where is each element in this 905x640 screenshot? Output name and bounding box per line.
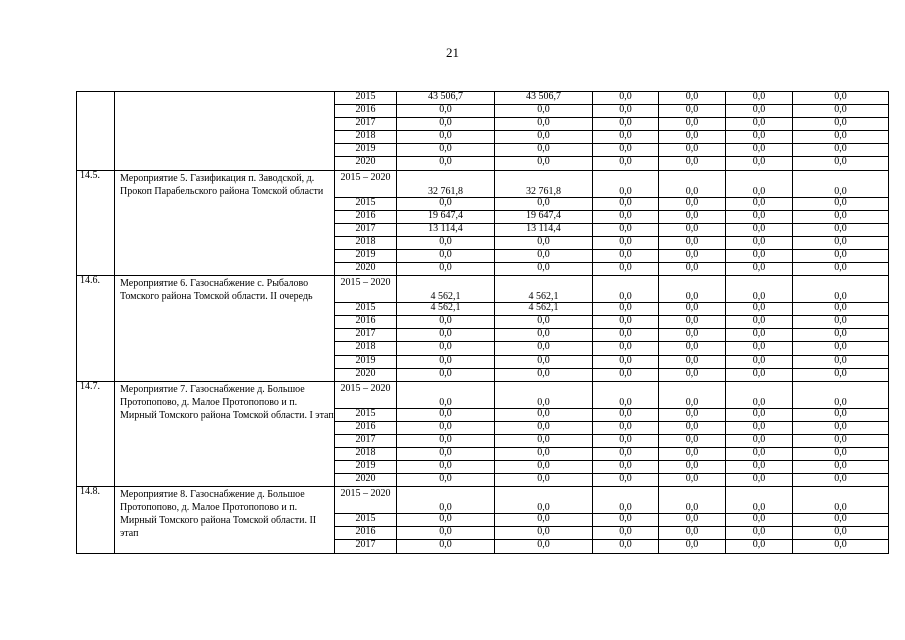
value-cell: 0,0 (726, 236, 793, 249)
value-cell: 0,0 (793, 236, 889, 249)
value-cell: 0,0 (397, 368, 495, 381)
value-cell: 0,0 (495, 447, 593, 460)
value-cell: 0,0 (726, 303, 793, 316)
value-cell: 0,0 (793, 368, 889, 381)
value-cell: 0,0 (397, 144, 495, 157)
measure-name: Мероприятие 8. Газоснабжение д. Большое Протопопово, д. Малое Протопопово и п. Мирный Томского района Томской области. II этап (115, 487, 335, 553)
value-cell: 4 562,1 (397, 276, 495, 303)
value-cell: 0,0 (793, 249, 889, 262)
value-cell: 0,0 (593, 118, 659, 131)
value-cell: 0,0 (726, 474, 793, 487)
value-cell: 0,0 (659, 144, 726, 157)
value-cell: 0,0 (793, 434, 889, 447)
value-cell: 0,0 (659, 316, 726, 329)
year-cell: 2018 (335, 236, 397, 249)
value-cell: 0,0 (793, 381, 889, 408)
value-cell: 0,0 (397, 487, 495, 514)
value-cell: 0,0 (659, 197, 726, 210)
value-cell: 0,0 (593, 276, 659, 303)
year-cell: 2015 – 2020 (335, 381, 397, 408)
value-cell: 0,0 (793, 421, 889, 434)
value-cell: 0,0 (593, 92, 659, 105)
value-cell: 0,0 (659, 223, 726, 236)
year-cell: 2019 (335, 144, 397, 157)
value-cell: 0,0 (793, 329, 889, 342)
value-cell: 0,0 (726, 355, 793, 368)
value-cell: 0,0 (793, 276, 889, 303)
value-cell: 0,0 (495, 144, 593, 157)
value-cell: 0,0 (397, 434, 495, 447)
measure-name (115, 92, 335, 171)
value-cell: 0,0 (793, 197, 889, 210)
value-cell: 0,0 (659, 355, 726, 368)
value-cell: 0,0 (397, 249, 495, 262)
value-cell: 0,0 (726, 157, 793, 170)
value-cell: 0,0 (593, 197, 659, 210)
value-cell: 0,0 (659, 105, 726, 118)
value-cell: 0,0 (726, 170, 793, 197)
value-cell: 0,0 (593, 434, 659, 447)
value-cell: 0,0 (593, 263, 659, 276)
value-cell: 0,0 (397, 329, 495, 342)
table-row (77, 381, 889, 408)
year-cell: 2018 (335, 342, 397, 355)
value-cell: 19 647,4 (397, 210, 495, 223)
value-cell: 0,0 (593, 342, 659, 355)
value-cell: 0,0 (593, 144, 659, 157)
year-cell: 2015 – 2020 (335, 276, 397, 303)
year-cell: 2016 (335, 210, 397, 223)
year-cell: 2020 (335, 368, 397, 381)
value-cell: 0,0 (397, 474, 495, 487)
table-row (77, 92, 889, 105)
value-cell: 0,0 (397, 421, 495, 434)
value-cell: 43 506,7 (495, 92, 593, 105)
value-cell: 0,0 (726, 461, 793, 474)
year-cell: 2017 (335, 223, 397, 236)
year-cell: 2020 (335, 474, 397, 487)
value-cell: 0,0 (659, 329, 726, 342)
value-cell: 0,0 (726, 434, 793, 447)
value-cell: 19 647,4 (495, 210, 593, 223)
measure-number (77, 92, 115, 171)
value-cell: 0,0 (659, 92, 726, 105)
value-cell: 0,0 (726, 118, 793, 131)
value-cell: 0,0 (793, 144, 889, 157)
value-cell: 0,0 (593, 421, 659, 434)
value-cell: 0,0 (495, 355, 593, 368)
table-row (77, 487, 889, 514)
table-row (77, 276, 889, 303)
value-cell: 0,0 (397, 157, 495, 170)
value-cell: 0,0 (726, 540, 793, 553)
value-cell: 0,0 (495, 236, 593, 249)
value-cell: 0,0 (495, 540, 593, 553)
value-cell: 0,0 (593, 170, 659, 197)
value-cell: 0,0 (726, 223, 793, 236)
year-cell: 2016 (335, 527, 397, 540)
value-cell: 0,0 (726, 447, 793, 460)
value-cell: 0,0 (593, 540, 659, 553)
value-cell: 0,0 (397, 447, 495, 460)
value-cell: 0,0 (793, 514, 889, 527)
year-cell: 2015 (335, 197, 397, 210)
value-cell: 0,0 (397, 527, 495, 540)
value-cell: 0,0 (593, 223, 659, 236)
value-cell: 32 761,8 (495, 170, 593, 197)
year-cell: 2016 (335, 316, 397, 329)
value-cell: 0,0 (793, 157, 889, 170)
value-cell: 0,0 (793, 263, 889, 276)
value-cell: 0,0 (593, 408, 659, 421)
value-cell: 0,0 (397, 461, 495, 474)
year-cell: 2019 (335, 249, 397, 262)
value-cell: 0,0 (793, 316, 889, 329)
value-cell: 4 562,1 (397, 303, 495, 316)
value-cell: 0,0 (726, 197, 793, 210)
value-cell: 32 761,8 (397, 170, 495, 197)
value-cell: 0,0 (593, 131, 659, 144)
value-cell: 0,0 (593, 461, 659, 474)
year-cell: 2018 (335, 447, 397, 460)
year-cell: 2017 (335, 540, 397, 553)
value-cell: 0,0 (495, 157, 593, 170)
value-cell: 0,0 (495, 434, 593, 447)
value-cell: 0,0 (659, 249, 726, 262)
value-cell: 0,0 (726, 514, 793, 527)
value-cell: 0,0 (495, 474, 593, 487)
value-cell: 0,0 (659, 118, 726, 131)
value-cell: 0,0 (659, 474, 726, 487)
value-cell: 0,0 (659, 276, 726, 303)
measure-name: Мероприятие 7. Газоснабжение д. Большое Протопопово, д. Малое Протопопово и п. Мирный Томского района Томской области. I этап (115, 381, 335, 487)
value-cell: 0,0 (793, 131, 889, 144)
value-cell: 0,0 (593, 303, 659, 316)
value-cell: 0,0 (397, 316, 495, 329)
value-cell: 0,0 (593, 355, 659, 368)
value-cell: 0,0 (659, 408, 726, 421)
value-cell: 0,0 (726, 263, 793, 276)
value-cell: 0,0 (793, 105, 889, 118)
value-cell: 0,0 (659, 263, 726, 276)
table-row (77, 170, 889, 197)
value-cell: 0,0 (397, 540, 495, 553)
value-cell: 0,0 (726, 105, 793, 118)
year-cell: 2015 (335, 303, 397, 316)
year-cell: 2017 (335, 434, 397, 447)
value-cell: 0,0 (495, 197, 593, 210)
value-cell: 0,0 (397, 381, 495, 408)
value-cell: 0,0 (793, 223, 889, 236)
year-cell: 2015 – 2020 (335, 170, 397, 197)
value-cell: 0,0 (726, 249, 793, 262)
measure-number: 14.6. (77, 276, 115, 382)
year-cell: 2018 (335, 131, 397, 144)
year-cell: 2019 (335, 355, 397, 368)
value-cell: 0,0 (659, 434, 726, 447)
value-cell: 0,0 (495, 461, 593, 474)
value-cell: 4 562,1 (495, 276, 593, 303)
value-cell: 0,0 (793, 170, 889, 197)
value-cell: 0,0 (659, 540, 726, 553)
value-cell: 0,0 (593, 105, 659, 118)
value-cell: 0,0 (495, 527, 593, 540)
value-cell: 0,0 (659, 514, 726, 527)
value-cell: 0,0 (593, 157, 659, 170)
value-cell: 0,0 (495, 105, 593, 118)
measure-name: Мероприятие 5. Газификация п. Заводской, д. Прокоп Парабельского района Томской области (115, 170, 335, 276)
value-cell: 0,0 (397, 118, 495, 131)
value-cell: 0,0 (659, 461, 726, 474)
year-cell: 2016 (335, 421, 397, 434)
value-cell: 0,0 (495, 249, 593, 262)
value-cell: 0,0 (659, 210, 726, 223)
financing-table (76, 91, 889, 554)
measure-name: Мероприятие 6. Газоснабжение с. Рыбалово Томского района Томской области. II очередь (115, 276, 335, 382)
value-cell: 0,0 (726, 316, 793, 329)
year-cell: 2020 (335, 157, 397, 170)
value-cell: 0,0 (495, 118, 593, 131)
value-cell: 0,0 (593, 316, 659, 329)
value-cell: 0,0 (793, 408, 889, 421)
value-cell: 0,0 (793, 461, 889, 474)
year-cell: 2015 (335, 408, 397, 421)
value-cell: 0,0 (593, 527, 659, 540)
value-cell: 0,0 (495, 408, 593, 421)
value-cell: 0,0 (726, 408, 793, 421)
value-cell: 0,0 (659, 381, 726, 408)
value-cell: 0,0 (793, 118, 889, 131)
value-cell: 0,0 (726, 276, 793, 303)
value-cell: 0,0 (726, 421, 793, 434)
value-cell: 0,0 (397, 105, 495, 118)
value-cell: 0,0 (659, 131, 726, 144)
year-cell: 2019 (335, 461, 397, 474)
year-cell: 2015 (335, 92, 397, 105)
value-cell: 13 114,4 (397, 223, 495, 236)
measure-number: 14.5. (77, 170, 115, 276)
value-cell: 0,0 (726, 144, 793, 157)
year-cell: 2015 (335, 514, 397, 527)
value-cell: 0,0 (726, 342, 793, 355)
value-cell: 0,0 (793, 342, 889, 355)
value-cell: 0,0 (726, 487, 793, 514)
value-cell: 0,0 (726, 381, 793, 408)
value-cell: 0,0 (659, 303, 726, 316)
value-cell: 0,0 (659, 487, 726, 514)
value-cell: 0,0 (495, 329, 593, 342)
value-cell: 0,0 (397, 131, 495, 144)
value-cell: 0,0 (726, 527, 793, 540)
year-cell: 2017 (335, 118, 397, 131)
value-cell: 0,0 (726, 329, 793, 342)
year-cell: 2017 (335, 329, 397, 342)
value-cell: 43 506,7 (397, 92, 495, 105)
value-cell: 13 114,4 (495, 223, 593, 236)
value-cell: 0,0 (397, 197, 495, 210)
value-cell: 0,0 (495, 263, 593, 276)
value-cell: 0,0 (495, 131, 593, 144)
value-cell: 0,0 (593, 236, 659, 249)
financing-table-body (77, 92, 889, 554)
year-cell: 2015 – 2020 (335, 487, 397, 514)
value-cell: 0,0 (593, 249, 659, 262)
page-number: 21 (446, 45, 459, 60)
value-cell: 0,0 (726, 368, 793, 381)
value-cell: 0,0 (495, 316, 593, 329)
value-cell: 0,0 (793, 210, 889, 223)
value-cell: 0,0 (397, 408, 495, 421)
value-cell: 0,0 (593, 487, 659, 514)
value-cell: 0,0 (659, 368, 726, 381)
value-cell: 0,0 (593, 514, 659, 527)
value-cell: 0,0 (495, 381, 593, 408)
measure-number: 14.8. (77, 487, 115, 553)
year-cell: 2016 (335, 105, 397, 118)
value-cell: 0,0 (793, 487, 889, 514)
value-cell: 0,0 (659, 342, 726, 355)
value-cell: 0,0 (793, 92, 889, 105)
value-cell: 0,0 (659, 527, 726, 540)
value-cell: 0,0 (793, 303, 889, 316)
value-cell: 0,0 (495, 342, 593, 355)
value-cell: 0,0 (659, 236, 726, 249)
value-cell: 0,0 (593, 368, 659, 381)
value-cell: 0,0 (397, 355, 495, 368)
value-cell: 0,0 (793, 447, 889, 460)
measure-number: 14.7. (77, 381, 115, 487)
value-cell: 0,0 (593, 474, 659, 487)
value-cell: 0,0 (793, 527, 889, 540)
value-cell: 0,0 (793, 355, 889, 368)
value-cell: 0,0 (593, 329, 659, 342)
value-cell: 0,0 (726, 210, 793, 223)
value-cell: 4 562,1 (495, 303, 593, 316)
value-cell: 0,0 (397, 263, 495, 276)
value-cell: 0,0 (397, 236, 495, 249)
value-cell: 0,0 (793, 474, 889, 487)
value-cell: 0,0 (593, 381, 659, 408)
value-cell: 0,0 (495, 421, 593, 434)
value-cell: 0,0 (495, 368, 593, 381)
value-cell: 0,0 (659, 421, 726, 434)
value-cell: 0,0 (726, 92, 793, 105)
value-cell: 0,0 (593, 447, 659, 460)
value-cell: 0,0 (397, 342, 495, 355)
value-cell: 0,0 (495, 514, 593, 527)
value-cell: 0,0 (593, 210, 659, 223)
value-cell: 0,0 (659, 157, 726, 170)
value-cell: 0,0 (659, 447, 726, 460)
value-cell: 0,0 (397, 514, 495, 527)
year-cell: 2020 (335, 263, 397, 276)
value-cell: 0,0 (726, 131, 793, 144)
value-cell: 0,0 (495, 487, 593, 514)
value-cell: 0,0 (793, 540, 889, 553)
value-cell: 0,0 (659, 170, 726, 197)
